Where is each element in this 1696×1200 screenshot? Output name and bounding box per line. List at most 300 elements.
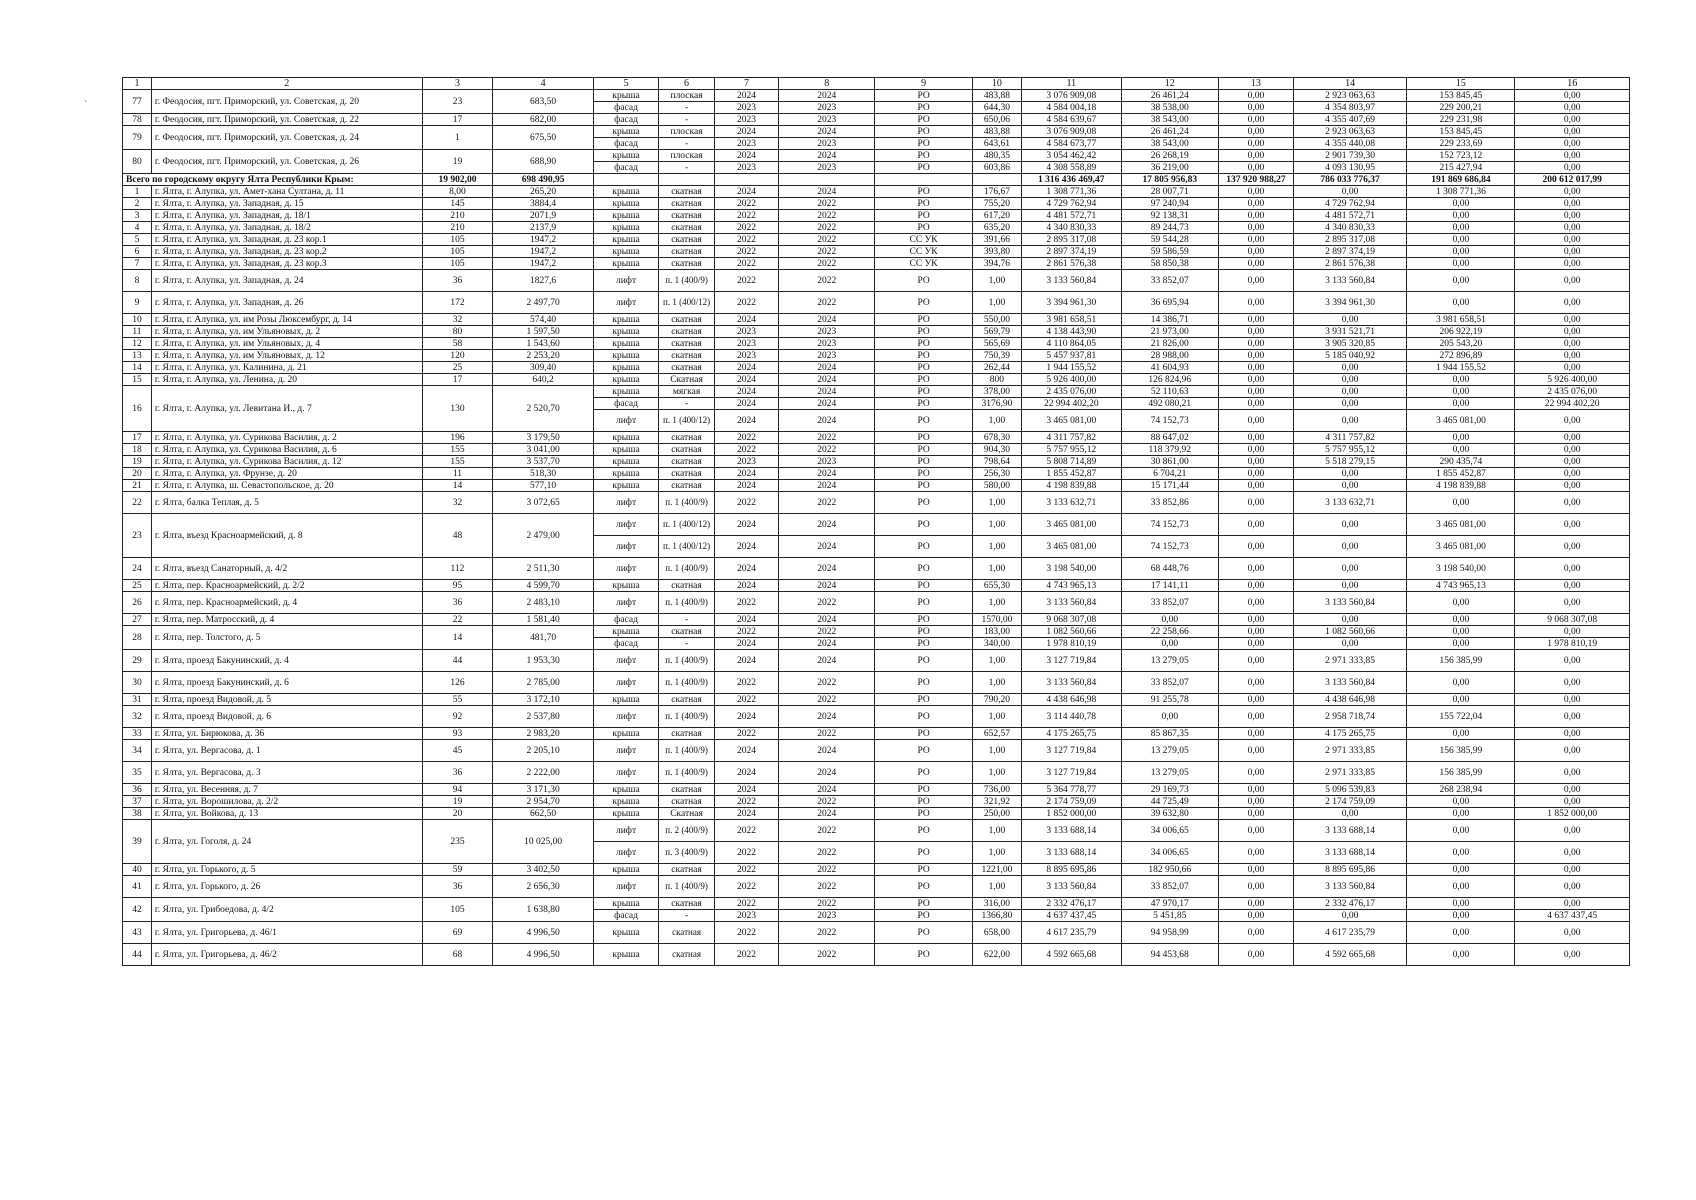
value-c10: 565,69 [972, 338, 1021, 350]
address-cell: г. Ялта, г. Алупка, ул. Западная, д. 18/1 [151, 210, 422, 222]
value-c15: 0,00 [1407, 234, 1515, 246]
value-c11: 3 076 909,08 [1022, 126, 1122, 138]
value-c13: 0,00 [1218, 234, 1293, 246]
row-number: 18 [123, 444, 152, 456]
apartments-cell: 130 [422, 386, 493, 432]
table-row [123, 876, 1630, 898]
work-detail: п. 1 (400/9) [659, 762, 715, 784]
area-cell: 2 497,70 [493, 292, 594, 314]
contractor: РО [875, 672, 972, 694]
work-detail: - [659, 114, 715, 126]
year-start: 2024 [714, 314, 778, 326]
row-number: 8 [123, 270, 152, 292]
table-row [123, 374, 1630, 386]
value-c12: 6 704,21 [1121, 468, 1218, 480]
table-row [123, 362, 1630, 374]
work-type: крыша [593, 126, 658, 138]
contractor: РО [875, 292, 972, 314]
year-end: 2022 [779, 864, 875, 876]
value-c16: 0,00 [1515, 162, 1630, 174]
contractor: РО [875, 876, 972, 898]
table-row [123, 480, 1630, 492]
year-end: 2024 [779, 186, 875, 198]
area-cell: 2 479,00 [493, 514, 594, 558]
address-cell: г. Ялта, г. Алупка, ш. Севастопольское, д. 20 [151, 480, 422, 492]
year-end: 2023 [779, 350, 875, 362]
value-c10: 1,00 [972, 492, 1021, 514]
area-cell: 2 983,20 [493, 728, 594, 740]
value-c11: 4 637 437,45 [1022, 910, 1122, 922]
year-end: 2022 [779, 898, 875, 910]
year-end: 2024 [779, 536, 875, 558]
contractor: РО [875, 468, 972, 480]
address-cell: г. Ялта, г. Алупка, ул. Западная, д. 24 [151, 270, 422, 292]
value-c13: 0,00 [1218, 246, 1293, 258]
value-c10: 652,57 [972, 728, 1021, 740]
value-c14: 2 861 576,38 [1293, 258, 1406, 270]
value-c13: 0,00 [1218, 150, 1293, 162]
row-number: 19 [123, 456, 152, 468]
work-type: крыша [593, 246, 658, 258]
area-cell: 662,50 [493, 808, 594, 820]
total-c14: 786 033 776,37 [1293, 174, 1406, 186]
value-c11: 4 438 646,98 [1022, 694, 1122, 706]
value-c10: 1,00 [972, 842, 1021, 864]
value-c14: 2 923 063,63 [1293, 90, 1406, 102]
row-number: 21 [123, 480, 152, 492]
value-c16: 5 926 400,00 [1515, 374, 1630, 386]
year-end: 2024 [779, 650, 875, 672]
value-c10: 391,66 [972, 234, 1021, 246]
row-number: 4 [123, 222, 152, 234]
value-c15: 215 427,94 [1407, 162, 1515, 174]
table-row [123, 456, 1630, 468]
value-c10: 1,00 [972, 706, 1021, 728]
value-c14: 0,00 [1293, 362, 1406, 374]
value-c15: 156 385,99 [1407, 762, 1515, 784]
work-type: крыша [593, 580, 658, 592]
value-c10: 1366,80 [972, 910, 1021, 922]
value-c14: 4 355 440,08 [1293, 138, 1406, 150]
work-detail: скатная [659, 198, 715, 210]
value-c16: 0,00 [1515, 672, 1630, 694]
work-type: крыша [593, 864, 658, 876]
apartments-cell: 22 [422, 614, 493, 626]
value-c14: 2 958 718,74 [1293, 706, 1406, 728]
row-number: 80 [123, 150, 152, 174]
row-number: 24 [123, 558, 152, 580]
value-c12: 34 006,65 [1121, 842, 1218, 864]
apartments-cell: 196 [422, 432, 493, 444]
year-end: 2024 [779, 784, 875, 796]
value-c13: 0,00 [1218, 728, 1293, 740]
total-c11: 1 316 436 469,47 [1022, 174, 1122, 186]
value-c16: 0,00 [1515, 694, 1630, 706]
address-cell: г. Ялта, въезд Санаторный, д. 4/2 [151, 558, 422, 580]
row-number: 35 [123, 762, 152, 784]
contractor: РО [875, 614, 972, 626]
work-detail: мягкая [659, 386, 715, 398]
apartments-cell: 36 [422, 876, 493, 898]
table-row [123, 864, 1630, 876]
apartments-cell: 95 [422, 580, 493, 592]
value-c16: 22 994 402,20 [1515, 398, 1630, 410]
value-c13: 0,00 [1218, 536, 1293, 558]
row-number: 36 [123, 784, 152, 796]
work-type: лифт [593, 558, 658, 580]
value-c10: 750,39 [972, 350, 1021, 362]
work-type: фасад [593, 138, 658, 150]
year-end: 2023 [779, 138, 875, 150]
row-number: 77 [123, 90, 152, 114]
apartments-cell: 48 [422, 514, 493, 558]
work-detail: п. 3 (400/9) [659, 842, 715, 864]
apartments-cell: 32 [422, 492, 493, 514]
address-cell: г. Ялта, г. Алупка, ул. Западная, д. 23 кор.2 [151, 246, 422, 258]
work-detail: п. 1 (400/12) [659, 536, 715, 558]
work-detail: п. 1 (400/9) [659, 706, 715, 728]
value-c16: 2 435 076,00 [1515, 386, 1630, 398]
table-row [123, 626, 1630, 638]
table-row [123, 898, 1630, 910]
year-end: 2023 [779, 326, 875, 338]
row-number: 41 [123, 876, 152, 898]
work-type: фасад [593, 162, 658, 174]
contractor: РО [875, 728, 972, 740]
work-type: крыша [593, 210, 658, 222]
value-c11: 3 133 560,84 [1022, 876, 1122, 898]
value-c15: 0,00 [1407, 492, 1515, 514]
work-detail: - [659, 162, 715, 174]
value-c14: 4 592 665,68 [1293, 944, 1406, 966]
value-c11: 3 076 909,08 [1022, 90, 1122, 102]
value-c10: 393,80 [972, 246, 1021, 258]
value-c11: 4 592 665,68 [1022, 944, 1122, 966]
year-start: 2023 [714, 326, 778, 338]
row-number: 7 [123, 258, 152, 270]
table-row [123, 234, 1630, 246]
value-c15: 268 238,94 [1407, 784, 1515, 796]
value-c13: 0,00 [1218, 186, 1293, 198]
year-start: 2022 [714, 198, 778, 210]
apartments-cell: 1 [422, 126, 493, 150]
column-header: 9 [875, 78, 972, 90]
value-c16: 0,00 [1515, 326, 1630, 338]
contractor: РО [875, 126, 972, 138]
value-c14: 5 185 040,92 [1293, 350, 1406, 362]
value-c15: 1 855 452,87 [1407, 468, 1515, 480]
contractor: РО [875, 694, 972, 706]
row-number: 29 [123, 650, 152, 672]
row-number: 30 [123, 672, 152, 694]
value-c16: 0,00 [1515, 90, 1630, 102]
apartments-cell: 105 [422, 258, 493, 270]
row-number: 28 [123, 626, 152, 650]
table-row [123, 186, 1630, 198]
value-c12: 33 852,07 [1121, 592, 1218, 614]
year-end: 2024 [779, 468, 875, 480]
contractor: РО [875, 864, 972, 876]
work-detail: - [659, 638, 715, 650]
value-c10: 617,20 [972, 210, 1021, 222]
repair-program-table [122, 77, 1630, 966]
value-c10: 622,00 [972, 944, 1021, 966]
value-c10: 1570,00 [972, 614, 1021, 626]
value-c11: 9 068 307,08 [1022, 614, 1122, 626]
work-type: крыша [593, 898, 658, 910]
work-detail: п. 1 (400/9) [659, 558, 715, 580]
value-c10: 678,30 [972, 432, 1021, 444]
year-start: 2023 [714, 338, 778, 350]
area-cell: 2 205,10 [493, 740, 594, 762]
year-end: 2024 [779, 638, 875, 650]
value-c10: 483,88 [972, 90, 1021, 102]
row-number: 16 [123, 386, 152, 432]
year-start: 2022 [714, 626, 778, 638]
value-c12: 33 852,07 [1121, 876, 1218, 898]
table-row [123, 258, 1630, 270]
year-end: 2022 [779, 292, 875, 314]
value-c10: 316,00 [972, 898, 1021, 910]
contractor: РО [875, 410, 972, 432]
value-c16: 0,00 [1515, 784, 1630, 796]
value-c12: 0,00 [1121, 638, 1218, 650]
year-end: 2024 [779, 386, 875, 398]
total-label: Всего по городскому округу Ялта Республики Крым: [123, 174, 423, 186]
apartments-cell: 93 [422, 728, 493, 740]
apartments-cell: 14 [422, 480, 493, 492]
value-c16: 9 068 307,08 [1515, 614, 1630, 626]
value-c14: 3 133 560,84 [1293, 592, 1406, 614]
value-c12: 59 544,28 [1121, 234, 1218, 246]
contractor: РО [875, 456, 972, 468]
value-c10: 3176,90 [972, 398, 1021, 410]
value-c15: 0,00 [1407, 444, 1515, 456]
column-header: 10 [972, 78, 1021, 90]
contractor: РО [875, 386, 972, 398]
contractor: СС УК [875, 234, 972, 246]
value-c11: 3 127 719,84 [1022, 650, 1122, 672]
year-end: 2024 [779, 362, 875, 374]
year-start: 2024 [714, 536, 778, 558]
value-c10: 904,30 [972, 444, 1021, 456]
value-c14: 0,00 [1293, 536, 1406, 558]
value-c13: 0,00 [1218, 138, 1293, 150]
address-cell: г. Ялта, г. Алупка, ул. им Ульяновых, д. 2 [151, 326, 422, 338]
value-c16: 0,00 [1515, 740, 1630, 762]
contractor: РО [875, 444, 972, 456]
value-c14: 0,00 [1293, 514, 1406, 536]
year-end: 2023 [779, 102, 875, 114]
contractor: РО [875, 114, 972, 126]
value-c14: 2 971 333,85 [1293, 762, 1406, 784]
address-cell: г. Ялта, г. Алупка, ул. Сурикова Василия, д. 12 [151, 456, 422, 468]
value-c13: 0,00 [1218, 944, 1293, 966]
column-header: 11 [1022, 78, 1122, 90]
table-row [123, 808, 1630, 820]
value-c16: 0,00 [1515, 432, 1630, 444]
value-c15: 0,00 [1407, 842, 1515, 864]
value-c16: 0,00 [1515, 456, 1630, 468]
value-c13: 0,00 [1218, 796, 1293, 808]
year-end: 2024 [779, 762, 875, 784]
value-c13: 0,00 [1218, 650, 1293, 672]
address-cell: г. Ялта, г. Алупка, ул. им Ульяновых, д. 12 [151, 350, 422, 362]
value-c11: 4 198 839,88 [1022, 480, 1122, 492]
row-number: 3 [123, 210, 152, 222]
value-c12: 36 219,00 [1121, 162, 1218, 174]
year-start: 2022 [714, 898, 778, 910]
row-number: 5 [123, 234, 152, 246]
value-c15: 3 465 081,00 [1407, 514, 1515, 536]
value-c13: 0,00 [1218, 672, 1293, 694]
area-cell: 3 402,50 [493, 864, 594, 876]
area-cell: 4 996,50 [493, 922, 594, 944]
empty-cell [972, 174, 1021, 186]
value-c11: 5 926 400,00 [1022, 374, 1122, 386]
apartments-cell: 25 [422, 362, 493, 374]
value-c10: 800 [972, 374, 1021, 386]
value-c14: 2 895 317,08 [1293, 234, 1406, 246]
value-c15: 290 435,74 [1407, 456, 1515, 468]
value-c13: 0,00 [1218, 638, 1293, 650]
value-c14: 2 332 476,17 [1293, 898, 1406, 910]
contractor: РО [875, 898, 972, 910]
value-c13: 0,00 [1218, 198, 1293, 210]
contractor: РО [875, 150, 972, 162]
year-start: 2024 [714, 90, 778, 102]
year-end: 2023 [779, 456, 875, 468]
work-detail: скатная [659, 338, 715, 350]
value-c11: 3 133 560,84 [1022, 270, 1122, 292]
contractor: РО [875, 198, 972, 210]
value-c11: 2 435 076,00 [1022, 386, 1122, 398]
value-c15: 153 845,45 [1407, 90, 1515, 102]
work-type: фасад [593, 114, 658, 126]
row-number: 40 [123, 864, 152, 876]
value-c13: 0,00 [1218, 762, 1293, 784]
address-cell: г. Ялта, г. Алупка, ул. Сурикова Василия, д. 2 [151, 432, 422, 444]
year-start: 2022 [714, 292, 778, 314]
work-type: фасад [593, 910, 658, 922]
area-cell: 1 581,40 [493, 614, 594, 626]
value-c16: 0,00 [1515, 536, 1630, 558]
row-number: 1 [123, 186, 152, 198]
year-start: 2024 [714, 480, 778, 492]
value-c11: 4 584 673,77 [1022, 138, 1122, 150]
work-detail: п. 1 (400/9) [659, 650, 715, 672]
year-end: 2022 [779, 672, 875, 694]
value-c14: 4 438 646,98 [1293, 694, 1406, 706]
table-row [123, 150, 1630, 162]
table-row [123, 292, 1630, 314]
work-type: крыша [593, 728, 658, 740]
apartments-cell: 19 [422, 796, 493, 808]
column-header: 1 [123, 78, 152, 90]
address-cell: г. Ялта, г. Алупка, ул. им Розы Люксембург, д. 14 [151, 314, 422, 326]
contractor: РО [875, 492, 972, 514]
value-c13: 0,00 [1218, 592, 1293, 614]
year-end: 2024 [779, 410, 875, 432]
address-cell: г. Ялта, ул. Вергасова, д. 3 [151, 762, 422, 784]
year-start: 2023 [714, 138, 778, 150]
value-c14: 3 133 560,84 [1293, 672, 1406, 694]
row-number: 27 [123, 614, 152, 626]
value-c15: 0,00 [1407, 910, 1515, 922]
value-c11: 1 852 000,00 [1022, 808, 1122, 820]
contractor: РО [875, 580, 972, 592]
area-cell: 4 996,50 [493, 944, 594, 966]
contractor: РО [875, 910, 972, 922]
value-c12: 14 386,71 [1121, 314, 1218, 326]
work-detail: скатная [659, 468, 715, 480]
value-c15: 0,00 [1407, 258, 1515, 270]
area-cell: 3 072,65 [493, 492, 594, 514]
row-number: 23 [123, 514, 152, 558]
year-start: 2022 [714, 944, 778, 966]
value-c12: 91 255,78 [1121, 694, 1218, 706]
work-type: крыша [593, 338, 658, 350]
work-detail: - [659, 398, 715, 410]
area-cell: 1 543,60 [493, 338, 594, 350]
value-c13: 0,00 [1218, 456, 1293, 468]
work-type: крыша [593, 626, 658, 638]
value-c16: 0,00 [1515, 314, 1630, 326]
value-c14: 0,00 [1293, 468, 1406, 480]
table-row [123, 796, 1630, 808]
work-detail: п. 1 (400/9) [659, 876, 715, 898]
value-c11: 8 895 695,86 [1022, 864, 1122, 876]
address-cell: г. Ялта, ул. Григорьева, д. 46/2 [151, 944, 422, 966]
area-cell: 3 179,50 [493, 432, 594, 444]
value-c11: 2 174 759,09 [1022, 796, 1122, 808]
year-start: 2022 [714, 222, 778, 234]
year-end: 2022 [779, 234, 875, 246]
year-start: 2024 [714, 784, 778, 796]
value-c10: 378,00 [972, 386, 1021, 398]
area-cell: 577,10 [493, 480, 594, 492]
value-c16: 0,00 [1515, 762, 1630, 784]
value-c13: 0,00 [1218, 90, 1293, 102]
value-c13: 0,00 [1218, 580, 1293, 592]
row-number: 15 [123, 374, 152, 386]
year-end: 2024 [779, 90, 875, 102]
year-start: 2024 [714, 614, 778, 626]
apartments-cell: 80 [422, 326, 493, 338]
year-start: 2023 [714, 910, 778, 922]
value-c14: 8 895 695,86 [1293, 864, 1406, 876]
value-c12: 88 647,02 [1121, 432, 1218, 444]
value-c10: 790,20 [972, 694, 1021, 706]
work-detail: скатная [659, 444, 715, 456]
value-c10: 1,00 [972, 514, 1021, 536]
total-row [123, 174, 1630, 186]
table-row [123, 706, 1630, 728]
value-c16: 0,00 [1515, 198, 1630, 210]
table-row [123, 820, 1630, 842]
value-c15: 3 198 540,00 [1407, 558, 1515, 580]
value-c11: 3 114 440,78 [1022, 706, 1122, 728]
apartments-cell: 155 [422, 444, 493, 456]
apartments-cell: 120 [422, 350, 493, 362]
year-start: 2022 [714, 694, 778, 706]
value-c15: 0,00 [1407, 808, 1515, 820]
contractor: РО [875, 650, 972, 672]
work-type: лифт [593, 650, 658, 672]
year-end: 2022 [779, 796, 875, 808]
value-c14: 1 082 560,66 [1293, 626, 1406, 638]
value-c15: 205 543,20 [1407, 338, 1515, 350]
